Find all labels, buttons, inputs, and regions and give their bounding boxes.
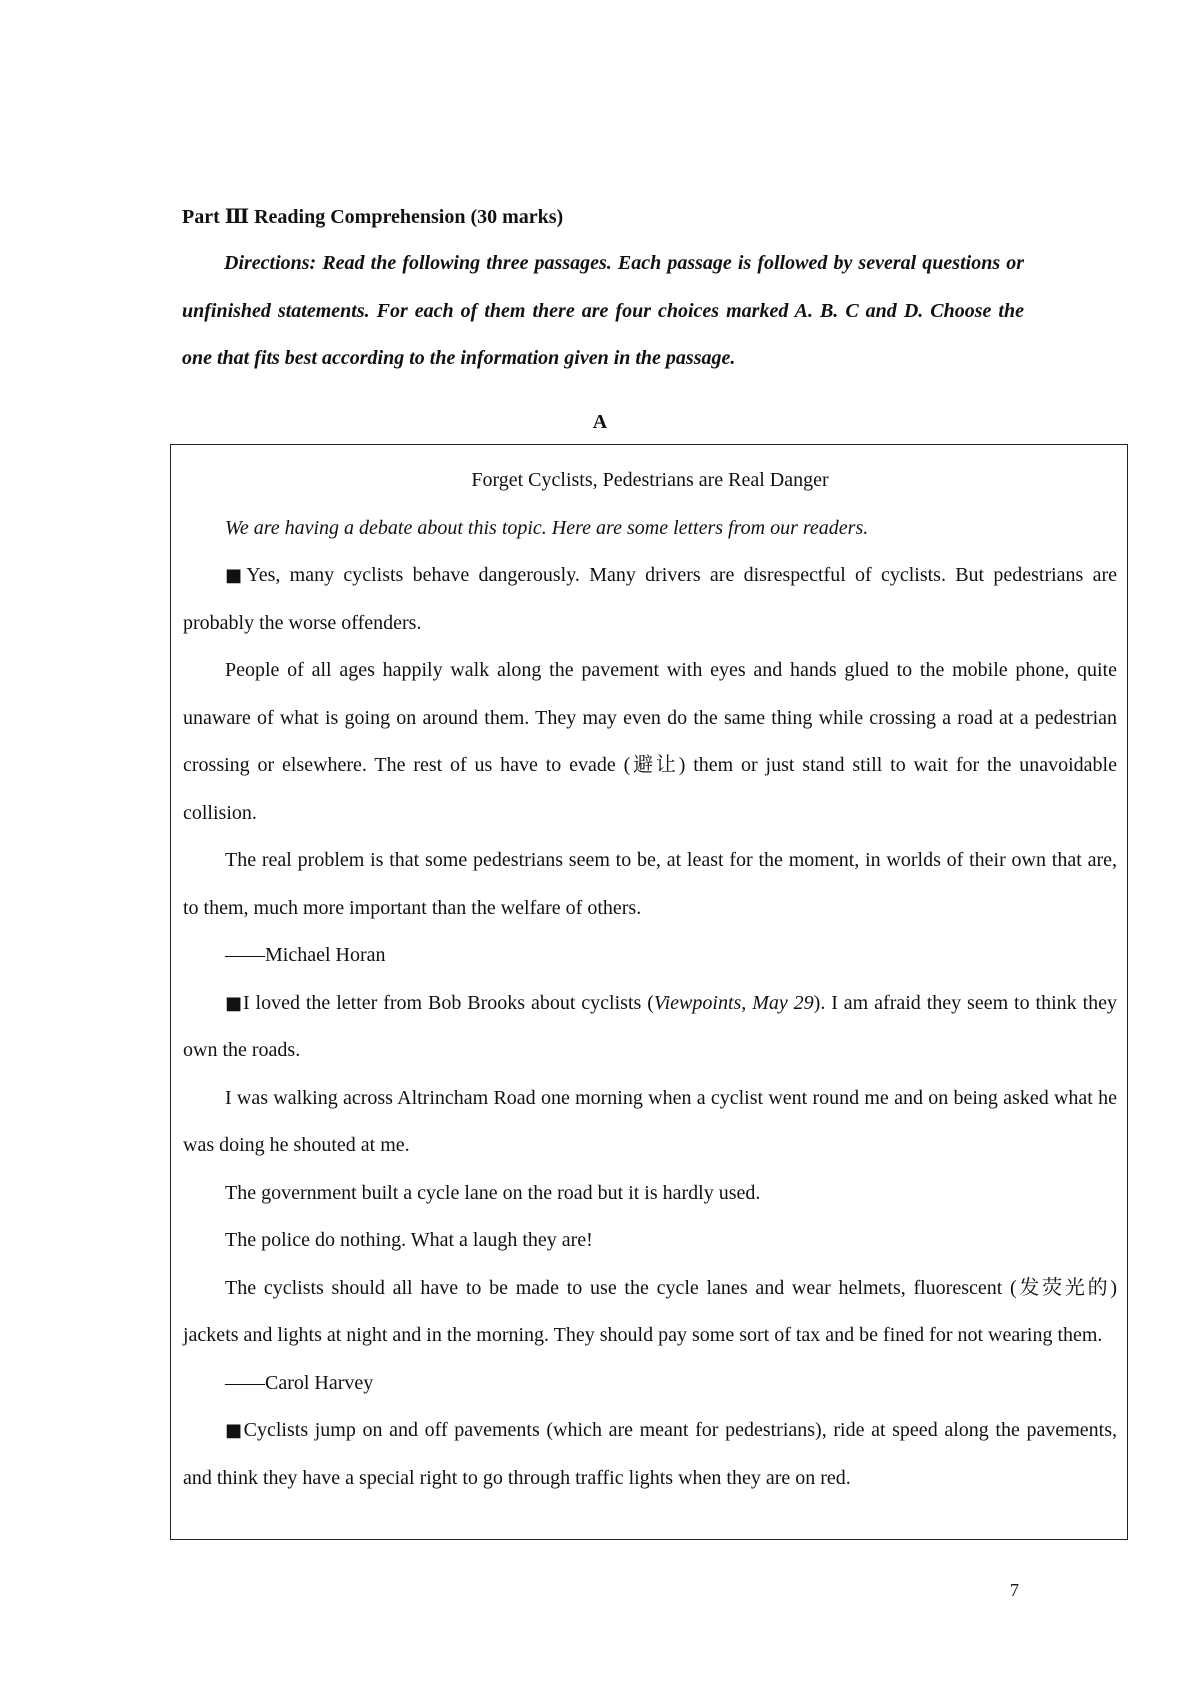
letter-1-signature: ——Michael Horan	[225, 944, 386, 966]
section-heading: Part Ⅲ Reading Comprehension (30 marks)	[182, 206, 564, 228]
square-bullet-icon: ■	[225, 1420, 244, 1441]
letter-3-paragraph-1	[183, 1407, 1117, 1502]
square-bullet-icon: ■	[225, 565, 247, 586]
passage-box	[170, 444, 1128, 1540]
directions-text: Directions: Read the following three passages. Each passage is followed by several questions or unfinished statements. For each of them there are four choices marked A. B. C and D. Choose the one that fits best according to the information given in the passage.	[182, 252, 1024, 369]
letter-2-paragraph-1	[183, 980, 1117, 1075]
letter-1-paragraph-1	[183, 552, 1117, 647]
letter-1-text: Yes, many cyclists behave dangerously. Many drivers are disrespectful of cyclists. But pedestrians are probably the worse offenders.	[183, 564, 1118, 634]
letter-2-paragraph-2: I was walking across Altrincham Road one morning when a cyclist went round me and on being asked what he was doing he shouted at me.	[183, 1086, 1117, 1156]
passage-title: Forget Cyclists, Pedestrians are Real Danger	[471, 469, 829, 491]
page-number: 7	[1010, 1580, 1019, 1600]
letter-3-text: Cyclists jump on and off pavements (which are meant for pedestrians), ride at speed along the pavements, and think they have a special right to go through traffic lights when they are on red.	[183, 1419, 1117, 1489]
passage-label: A	[592, 411, 608, 433]
letter-2-reference: Viewpoints, May 29	[653, 991, 814, 1014]
letter-2-paragraph-4: The police do nothing. What a laugh they are!	[225, 1229, 593, 1251]
letter-2-text-end: ). I am afraid they seem to think they own the roads.	[183, 991, 1117, 1061]
passage-intro: We are having a debate about this topic. Here are some letters from our readers.	[225, 516, 869, 539]
passage-content	[183, 457, 1117, 1502]
letter-2-signature: ——Carol Harvey	[225, 1371, 374, 1394]
letter-2-paragraph-5: The cyclists should all have to be made to use the cycle lanes and wear helmets, fluorescent (发荧光的) jackets and lights at night and in the morning. They should pay some sort of tax and be fined for not wearing them.	[183, 1276, 1117, 1346]
letter-1-paragraph-2: People of all ages happily walk along the pavement with eyes and hands glued to the mobile phone, quite unaware of what is going on around them. They may even do the same thing while crossing a road at a pedestrian crossing or elsewhere. The rest of us have to evade (避让) them or just stand still to wait for the unavoidable collision.	[183, 659, 1117, 824]
letter-1-paragraph-3: The real problem is that some pedestrians seem to be, at least for the moment, in worlds of their own that are, to them, much more important than the welfare of others.	[183, 849, 1117, 919]
letter-2-text-start: I loved the letter from Bob Brooks about cyclists (	[242, 991, 654, 1014]
square-bullet-icon: ■	[225, 992, 243, 1014]
letter-2-paragraph-3: The government built a cycle lane on the road but it is hardly used.	[225, 1181, 761, 1204]
